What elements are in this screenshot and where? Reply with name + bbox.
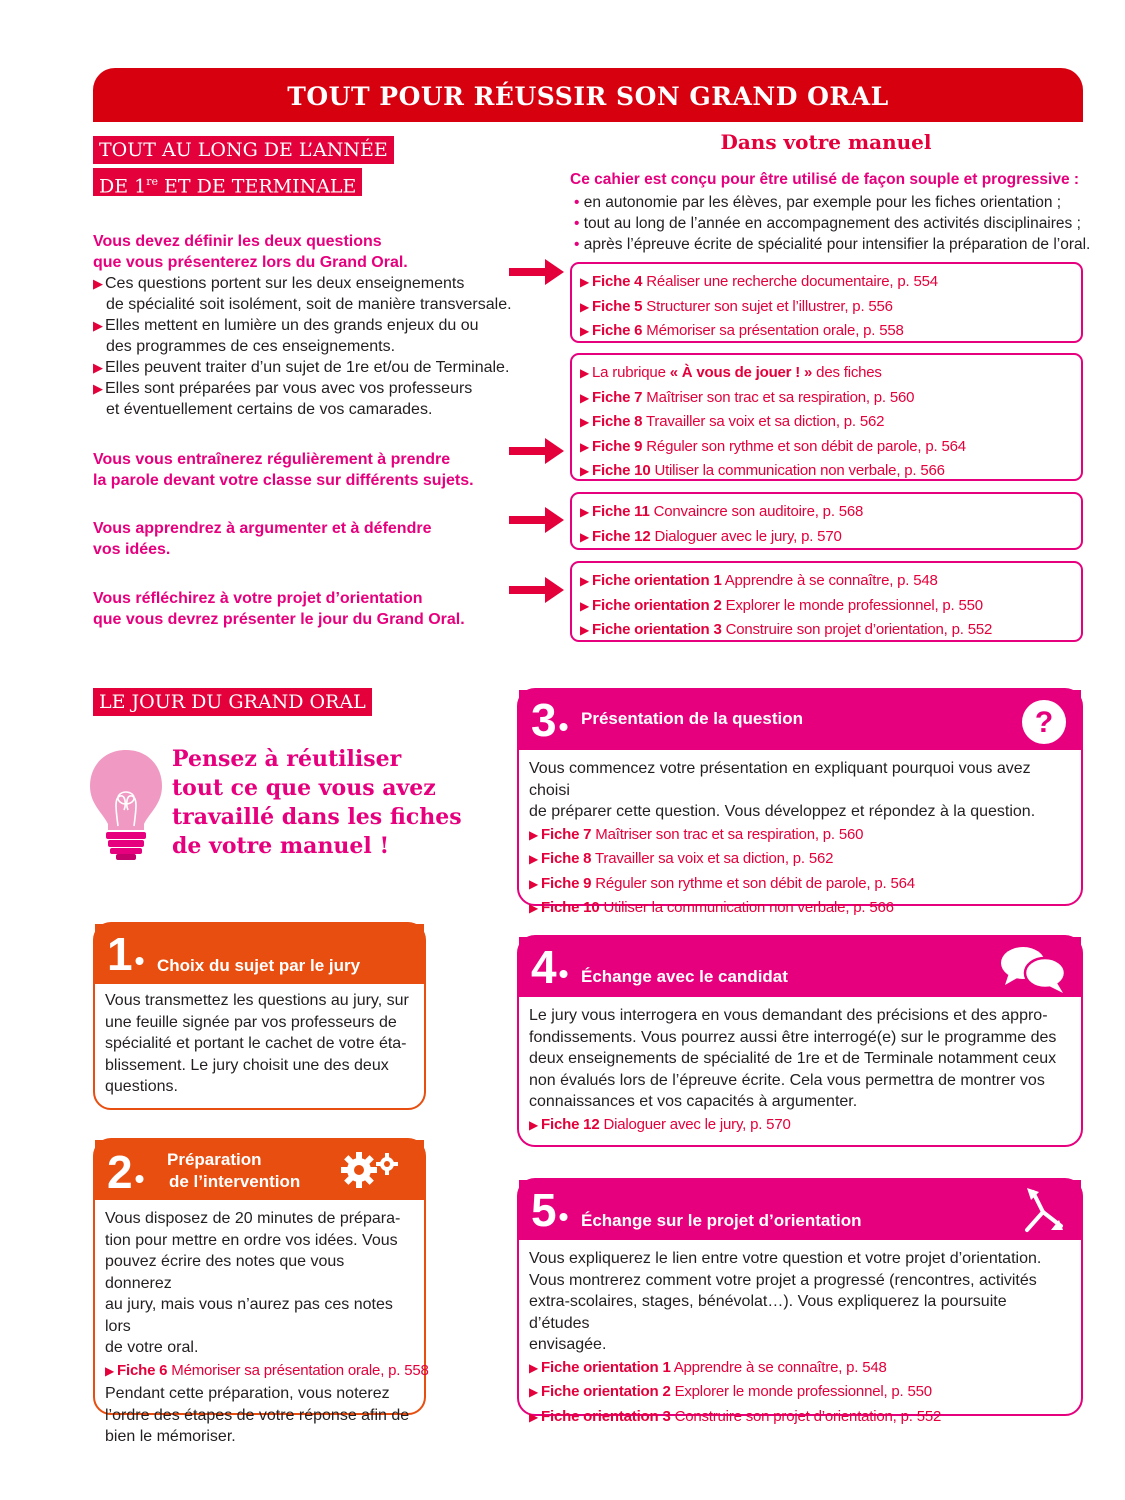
bullet-line bbox=[93, 273, 533, 294]
triangle-bullet-icon: ▶ bbox=[529, 1360, 539, 1375]
fiche-number: Fiche 8 bbox=[592, 413, 643, 430]
fiche-title: Réguler son rythme et son débit de parole, p. 564 bbox=[646, 437, 966, 455]
reminder-line: tout ce que vous avez bbox=[172, 775, 436, 801]
triangle-bullet-icon: ▶ bbox=[580, 574, 590, 588]
fiche-link[interactable] bbox=[580, 500, 1073, 525]
step-5-header bbox=[519, 1180, 1081, 1240]
fiche-title: Maîtriser son trac et sa respiration, p. 560 bbox=[646, 388, 915, 406]
train-text: Vous vous entraînerez régulièrement à prendre la parole devant votre classe sur différents sujets. bbox=[93, 451, 474, 489]
svg-text:?: ? bbox=[1034, 706, 1054, 739]
fiche-number: Fiche 5 bbox=[592, 297, 643, 315]
bullet-text: en autonomie par les élèves, par exemple pour les fiches orientation ; bbox=[583, 194, 1062, 211]
body-line: Vous montrerez comment votre projet a progressé (rencontres, activités bbox=[529, 1271, 1037, 1289]
fiche-link[interactable] bbox=[529, 872, 1071, 897]
reminder-line: Pensez à réutiliser bbox=[172, 746, 402, 772]
body-line: Pendant cette préparation, vous noterez bbox=[105, 1385, 390, 1402]
manual-intro: Ce cahier est conçu pour être utilisé de façon souple et progressive : bbox=[570, 171, 1080, 188]
fiche-number: Fiche 10 bbox=[592, 462, 651, 479]
fiche-box-1 bbox=[570, 262, 1083, 343]
manual-title: Dans votre manuel bbox=[720, 130, 932, 154]
fiche-number: Fiche 7 bbox=[541, 825, 592, 843]
page-title: TOUT POUR RÉUSSIR SON GRAND ORAL bbox=[93, 68, 1083, 122]
step-2-header bbox=[95, 1140, 424, 1200]
arrow-right-icon bbox=[509, 577, 564, 603]
bullet-line bbox=[106, 294, 533, 315]
fiche-link[interactable] bbox=[580, 618, 1073, 643]
body-line: non évalués lors de l’épreuve écrite. Cela vous permettra de montrer vos bbox=[529, 1071, 1045, 1089]
fiche-title: Mémoriser sa présentation orale, p. 558 bbox=[646, 322, 904, 339]
fiche-number: Fiche orientation 2 bbox=[541, 1383, 671, 1400]
fiche-link[interactable] bbox=[580, 594, 1073, 619]
step-3-body bbox=[519, 750, 1081, 929]
fiche-link[interactable] bbox=[580, 459, 1073, 484]
fiche-link[interactable] bbox=[580, 319, 1073, 344]
fiche-title: Travailler sa voix et sa diction, p. 562 bbox=[646, 413, 885, 430]
bullet-text: après l’épreuve écrite de spécialité pour intensifier la préparation de l’oral. bbox=[583, 236, 1091, 253]
define-bullet bbox=[93, 315, 533, 357]
step-3-card bbox=[517, 688, 1083, 916]
triangle-bullet-icon: ▶ bbox=[580, 390, 590, 405]
fiche-number: Fiche 10 bbox=[541, 899, 600, 916]
body-line: l’ordre des étapes de votre réponse afin de bbox=[105, 1406, 410, 1424]
fiche-rubrique-line: ▶ La rubrique « À vous de jouer ! » des fiches bbox=[580, 364, 882, 381]
fiche-number: Fiche 7 bbox=[592, 388, 643, 406]
bullet-text: Elles peuvent traiter d’un sujet de 1re et/ou de Terminale. bbox=[105, 359, 510, 376]
triangle-bullet-icon: ▶ bbox=[580, 623, 590, 637]
bullet-dot-icon: • bbox=[574, 236, 584, 253]
step-1-header bbox=[95, 924, 424, 984]
fiche-link[interactable] bbox=[529, 823, 1071, 848]
arrow-right-icon bbox=[509, 507, 564, 533]
bullet-text: et éventuellement certains de vos camarades. bbox=[106, 401, 433, 418]
body-line: Vous disposez de 20 minutes de prépara- bbox=[105, 1210, 401, 1227]
fiche-number: Fiche 6 bbox=[117, 1361, 168, 1379]
fiche-title: Apprendre à se connaître, p. 548 bbox=[724, 572, 938, 589]
body-line: de votre oral. bbox=[105, 1339, 199, 1356]
step-number: 5• bbox=[531, 1184, 569, 1236]
fiche-link[interactable] bbox=[529, 1380, 1071, 1405]
define-questions-block bbox=[93, 231, 533, 420]
step-number: 4• bbox=[531, 941, 569, 993]
fiche-title: Explorer le monde professionnel, p. 550 bbox=[725, 596, 983, 614]
body-line: blissement. Le jury choisit une des deux bbox=[105, 1056, 389, 1074]
step-2-card bbox=[93, 1138, 429, 1445]
step-2-title: Préparation de l’intervention bbox=[167, 1150, 301, 1191]
bullet-text: Ces questions portent sur les deux enseignements bbox=[105, 275, 465, 292]
fiche-link[interactable] bbox=[105, 1359, 429, 1384]
step-1-title: Choix du sujet par le jury bbox=[157, 956, 361, 975]
fiche-number: Fiche 12 bbox=[541, 1115, 600, 1133]
fiche-link[interactable] bbox=[580, 295, 1073, 320]
fiche-number: Fiche orientation 1 bbox=[541, 1358, 671, 1376]
gears-icon bbox=[339, 1150, 401, 1190]
manual-bullet bbox=[574, 192, 1094, 213]
step-1-body bbox=[95, 984, 424, 1106]
step-4-title: Échange avec le candidat bbox=[581, 967, 788, 986]
fiche-number: Fiche orientation 3 bbox=[592, 621, 722, 638]
step-5-card bbox=[517, 1178, 1083, 1425]
fiche-number: Fiche orientation 2 bbox=[592, 596, 722, 614]
bullet-text: Elles mettent en lumière un des grands enjeux du ou bbox=[105, 317, 479, 334]
triangle-bullet-icon: ▶ bbox=[529, 876, 539, 891]
triangle-bullet-icon: ▶ bbox=[93, 276, 103, 291]
triangle-bullet-icon: ▶ bbox=[529, 901, 539, 915]
step-4-header bbox=[519, 937, 1081, 997]
fiche-title: Convaincre son auditoire, p. 568 bbox=[653, 503, 864, 520]
fiche-title: Utiliser la communication non verbale, p. 566 bbox=[654, 462, 945, 479]
body-line: connaissances et vos capacités à argumenter. bbox=[529, 1093, 858, 1110]
fiche-link[interactable] bbox=[580, 410, 1073, 435]
bullet-line bbox=[106, 399, 533, 420]
bullet-text: de spécialité soit isolément, soit de manière transversale. bbox=[106, 296, 512, 313]
fiche-box-3 bbox=[570, 492, 1083, 550]
fiche-link[interactable] bbox=[529, 1113, 1071, 1138]
fiche-title: Maîtriser son trac et sa respiration, p. 560 bbox=[595, 825, 864, 843]
bullet-line bbox=[93, 357, 533, 378]
body-line: Vous expliquerez le lien entre votre question et votre projet d’orientation. bbox=[529, 1250, 1042, 1267]
body-line: questions. bbox=[105, 1078, 178, 1095]
fiche-link[interactable] bbox=[529, 847, 1071, 872]
year-section-label-1: TOUT AU LONG DE L’ANNÉE bbox=[93, 136, 394, 164]
fiche-title: Explorer le monde professionnel, p. 550 bbox=[674, 1383, 932, 1400]
step-4-card bbox=[517, 935, 1083, 1147]
fiche-number: Fiche 11 bbox=[592, 503, 650, 520]
body-line: Le jury vous interrogera en vous demandant des précisions et des appro- bbox=[529, 1007, 1048, 1024]
triangle-bullet-icon: ▶ bbox=[580, 415, 590, 429]
step-2-body bbox=[95, 1200, 429, 1456]
define-bullet bbox=[93, 273, 533, 315]
fiche-title: Mémoriser sa présentation orale, p. 558 bbox=[171, 1361, 429, 1379]
fiche-number: Fiche 8 bbox=[541, 850, 592, 867]
year-section-label-2: DE 1re ET DE TERMINALE bbox=[93, 168, 362, 196]
triangle-bullet-icon: ▶ bbox=[580, 529, 590, 544]
fiche-link[interactable] bbox=[580, 386, 1073, 411]
triangle-bullet-icon: ▶ bbox=[580, 275, 590, 289]
fiche-number: Fiche 4 bbox=[592, 273, 643, 290]
step-number: 2• bbox=[107, 1146, 145, 1198]
define-bullets bbox=[93, 273, 533, 420]
fiche-title: Réaliser une recherche documentaire, p. 554 bbox=[646, 273, 938, 290]
fiche-number: Fiche orientation 1 bbox=[592, 572, 722, 589]
arrow-right-icon bbox=[509, 438, 564, 464]
step-number: 1• bbox=[107, 928, 145, 980]
fiche-title: Apprendre à se connaître, p. 548 bbox=[673, 1358, 887, 1376]
fiche-link[interactable] bbox=[580, 569, 1073, 594]
body-line: de préparer cette question. Vous développez et répondez à la question. bbox=[529, 803, 1036, 820]
step-1-card bbox=[93, 922, 426, 1110]
fiche-number: Fiche 12 bbox=[592, 527, 651, 545]
fiche-title: Construire son projet d’orientation, p. 552 bbox=[674, 1407, 942, 1425]
bullet-line bbox=[93, 378, 533, 399]
body-line: une feuille signée par vos professeurs de bbox=[105, 1013, 397, 1031]
fiche-box-2 bbox=[570, 353, 1083, 481]
fiche-link[interactable] bbox=[529, 1405, 1071, 1430]
bullet-text: des programmes de ces enseignements. bbox=[106, 338, 396, 355]
fiche-title: Dialoguer avec le jury, p. 570 bbox=[654, 527, 842, 545]
triangle-bullet-icon: ▶ bbox=[529, 827, 539, 842]
question-mark-icon bbox=[1021, 699, 1067, 745]
triangle-bullet-icon: ▶ bbox=[580, 464, 590, 478]
step-number: 3• bbox=[531, 694, 569, 746]
body-line: Vous commencez votre présentation en expliquant pourquoi vous avez choisi bbox=[529, 760, 1031, 799]
bullet-line bbox=[106, 336, 533, 357]
body-line: deux enseignements de spécialité de 1re et de Terminale notamment ceux bbox=[529, 1050, 1057, 1067]
bullet-text: tout au long de l’année en accompagnement des activités disciplinaires ; bbox=[583, 215, 1081, 232]
direction-arrows-icon bbox=[1017, 1186, 1067, 1236]
bullet-dot-icon: • bbox=[574, 194, 584, 211]
project-text: Vous réfléchirez à votre projet d’orientation que vous devrez présenter le jour du Grand Oral. bbox=[93, 590, 465, 628]
body-line: Vous transmettez les questions au jury, sur bbox=[105, 992, 409, 1009]
fiche-link[interactable] bbox=[580, 270, 1073, 295]
fiche-title: Travailler sa voix et sa diction, p. 562 bbox=[595, 850, 834, 867]
fiche-number: Fiche 9 bbox=[592, 437, 643, 455]
fiche-title: Construire son projet d’orientation, p. 552 bbox=[725, 621, 993, 638]
fiche-link[interactable] bbox=[529, 896, 1071, 921]
bullet-dot-icon: • bbox=[574, 215, 584, 232]
triangle-bullet-icon: ▶ bbox=[580, 505, 590, 519]
manual-bullet bbox=[574, 234, 1094, 255]
body-line: tion pour mettre en ordre vos idées. Vous bbox=[105, 1231, 398, 1249]
fiche-number: Fiche 6 bbox=[592, 322, 643, 339]
triangle-bullet-icon: ▶ bbox=[529, 1117, 539, 1132]
fiche-link[interactable] bbox=[580, 435, 1073, 460]
triangle-bullet-icon: ▶ bbox=[580, 439, 590, 454]
lightbulb-icon bbox=[86, 746, 166, 862]
fiche-link[interactable] bbox=[580, 525, 1073, 550]
manual-bullet bbox=[574, 213, 1094, 234]
fiche-link[interactable] bbox=[529, 1356, 1071, 1381]
triangle-bullet-icon: ▶ bbox=[93, 381, 103, 396]
body-line: envisagée. bbox=[529, 1336, 607, 1353]
triangle-bullet-icon: ▶ bbox=[580, 299, 590, 314]
reminder-line: de votre manuel ! bbox=[172, 833, 390, 859]
triangle-bullet-icon: ▶ bbox=[105, 1363, 115, 1378]
fiche-title: Structurer son sujet et l’illustrer, p. 556 bbox=[646, 297, 893, 315]
fiche-title: Dialoguer avec le jury, p. 570 bbox=[603, 1115, 791, 1133]
step-4-body bbox=[519, 997, 1081, 1145]
triangle-bullet-icon: ▶ bbox=[529, 1409, 539, 1424]
body-line: au jury, mais vous n’aurez pas ces notes lors bbox=[105, 1296, 393, 1335]
argue-text: Vous apprendrez à argumenter et à défendre vos idées. bbox=[93, 520, 432, 558]
triangle-bullet-icon: ▶ bbox=[580, 324, 590, 338]
triangle-bullet-icon: ▶ bbox=[93, 360, 103, 375]
speech-bubbles-icon bbox=[999, 943, 1069, 993]
define-title: Vous devez définir les deux questions que vous présenterez lors du Grand Oral. bbox=[93, 233, 408, 271]
body-line: extra-scolaires, stages, bénévolat…). Vous expliquerez la poursuite d’études bbox=[529, 1293, 1007, 1332]
fiche-box-4 bbox=[570, 561, 1083, 642]
day-section-label: LE JOUR DU GRAND ORAL bbox=[93, 688, 372, 716]
fiche-number: Fiche orientation 3 bbox=[541, 1407, 671, 1425]
define-bullet bbox=[93, 378, 533, 420]
manual-bullets bbox=[574, 192, 1094, 255]
triangle-bullet-icon: ▶ bbox=[580, 598, 590, 613]
body-line: bien le mémoriser. bbox=[105, 1428, 236, 1445]
fiche-number: Fiche 9 bbox=[541, 874, 592, 892]
body-line: pouvez écrire des notes que vous donnerez bbox=[105, 1253, 345, 1292]
fiche-title: Utiliser la communication non verbale, p. 566 bbox=[603, 899, 894, 916]
triangle-bullet-icon: ▶ bbox=[93, 318, 103, 333]
reminder-line: travaillé dans les fiches bbox=[172, 804, 462, 830]
body-line: fondissements. Vous pourrez aussi être interrogé(e) sur le programme des bbox=[529, 1028, 1057, 1046]
step-5-body bbox=[519, 1240, 1081, 1437]
step-3-header bbox=[519, 690, 1081, 750]
bullet-line bbox=[93, 315, 533, 336]
triangle-bullet-icon: ▶ bbox=[529, 1385, 539, 1399]
body-line: spécialité et portant le cachet de votre éta- bbox=[105, 1035, 407, 1052]
arrow-right-icon bbox=[509, 259, 564, 285]
fiche-title: Réguler son rythme et son débit de parole, p. 564 bbox=[595, 874, 915, 892]
step-5-title: Échange sur le projet d’orientation bbox=[581, 1211, 862, 1230]
triangle-bullet-icon: ▶ bbox=[529, 852, 539, 866]
step-3-title: Présentation de la question bbox=[581, 709, 803, 728]
bullet-text: Elles sont préparées par vous avec vos professeurs bbox=[105, 380, 473, 397]
define-bullet bbox=[93, 357, 533, 378]
reuse-reminder bbox=[172, 745, 492, 861]
